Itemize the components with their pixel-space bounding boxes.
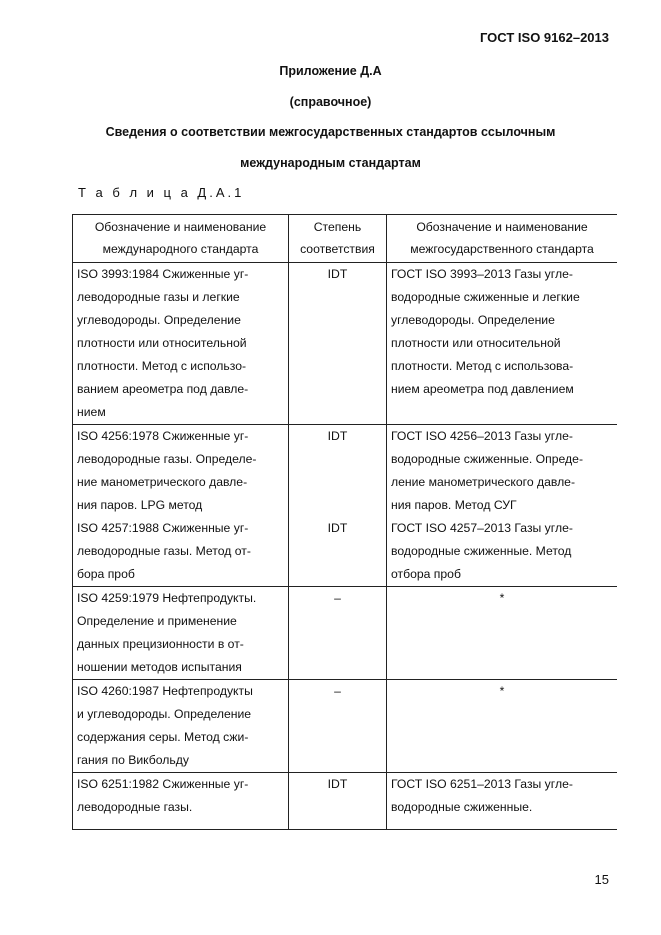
appendix-subtitle: (справочное)	[289, 95, 372, 109]
table-row	[73, 425, 618, 518]
cell-international: ISO 4259:1979 Нефтепродукты. Определение и применение данных прецизионности в от- ношении методов испытания	[73, 587, 289, 680]
appendix-title: Приложение Д.А	[279, 64, 382, 78]
cell-degree: –	[289, 587, 387, 680]
page-number: 15	[594, 872, 609, 887]
cell-international: ISO 6251:1982 Сжиженные уг- леводородные газы.	[73, 773, 289, 830]
table-row	[73, 773, 618, 830]
appendix-heading-line2: международным стандартам	[240, 156, 421, 170]
cell-interstate: ГОСТ ISO 4257–2013 Газы угле- водородные сжиженные. Метод отбора проб	[387, 517, 618, 587]
correspondence-table-wrap	[72, 214, 620, 830]
table-caption: Т а б л и ц а Д.А.1	[78, 185, 245, 200]
cell-degree: –	[289, 680, 387, 773]
cell-degree: IDT	[289, 773, 387, 830]
cell-degree: IDT	[289, 517, 387, 587]
cell-interstate: *	[387, 587, 618, 680]
cell-interstate: ГОСТ ISO 4256–2013 Газы угле- водородные сжиженные. Опреде- ление манометрического давле- ния паров. Метод СУГ	[387, 425, 618, 518]
cell-international: ISO 4257:1988 Сжиженные уг- леводородные газы. Метод от- бора проб	[73, 517, 289, 587]
header-interstate-standard: Обозначение и наименование межгосударственного стандарта	[387, 215, 618, 263]
header-degree-of-correspondence: Степень соответствия	[289, 215, 387, 263]
appendix-heading-line1: Сведения о соответствии межгосударственных стандартов ссылочным	[105, 125, 556, 139]
table-row	[73, 680, 618, 773]
cell-interstate: *	[387, 680, 618, 773]
cell-international: ISO 4256:1978 Сжиженные уг- леводородные газы. Определе- ние манометрического давле- ния паров. LPG метод	[73, 425, 289, 518]
table-row	[73, 263, 618, 425]
cell-degree: IDT	[289, 425, 387, 518]
table-row	[73, 517, 618, 587]
cell-interstate: ГОСТ ISO 3993–2013 Газы угле- водородные сжиженные и легкие углеводороды. Определение плотности или относительной плотности. Метод с использова- нием ареометра под давлением	[387, 263, 618, 425]
table-header-row	[73, 215, 618, 263]
table-row	[73, 587, 618, 680]
document-code: ГОСТ ISO 9162–2013	[479, 30, 609, 45]
correspondence-table	[72, 214, 617, 830]
header-international-standard: Обозначение и наименование международного стандарта	[73, 215, 289, 263]
cell-interstate: ГОСТ ISO 6251–2013 Газы угле- водородные сжиженные.	[387, 773, 618, 830]
cell-international: ISO 3993:1984 Сжиженные уг- леводородные газы и легкие углеводороды. Определение плотности или относительной плотности. Метод с использо- ванием ареометра под давле- нием	[73, 263, 289, 425]
cell-degree: IDT	[289, 263, 387, 425]
cell-international: ISO 4260:1987 Нефтепродукты и углеводороды. Определение содержания серы. Метод сжи- гания по Викбольду	[73, 680, 289, 773]
